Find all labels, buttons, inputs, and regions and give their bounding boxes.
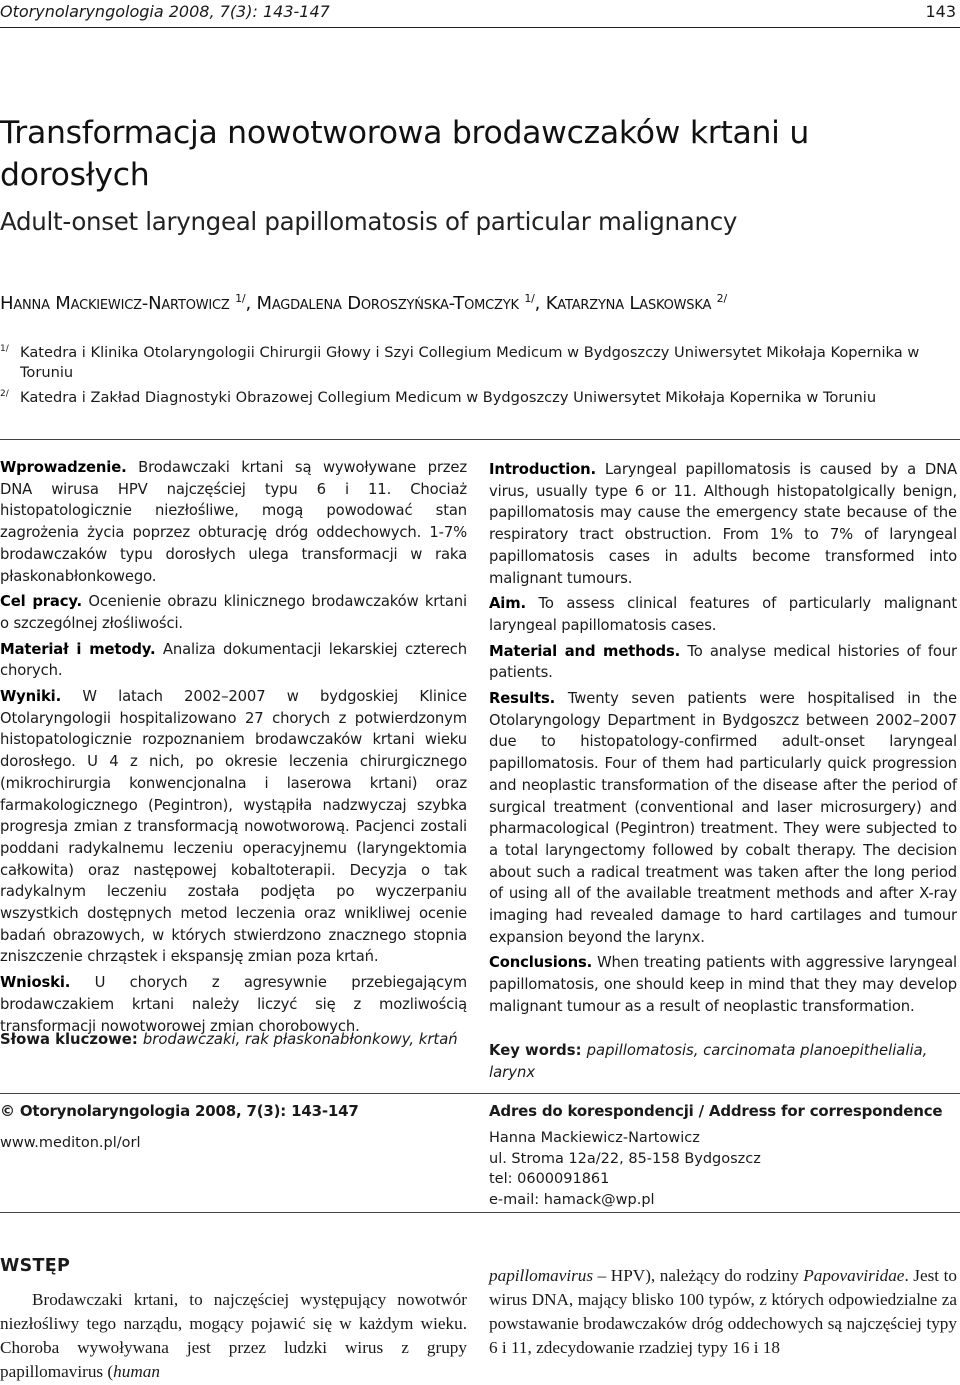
- abstract-label: Wyniki.: [0, 688, 62, 706]
- abstract-text: W latach 2002–2007 w bydgoskiej Klinice Otolaryngologii hospitalizowano 27 chorych z potwierdzonym histopatologicznie rozpoznaniem brodawczaków krtani wieku dorosłego. U 4 z nich, po okresie leczenia chirurgicznego (mikrochirurgia konwencjonalna i laserowa krtani) oraz farmakologicznego (Pegintron), wystąpiła nadzwyczaj szybka progresja zmian z transformacją nowotworową. Pacjenci zostali poddani radykalnemu leczeniu operacyjnemu (laryngektomia całkowita) oraz następowej kobaltoterapii. Decyzja o tak radykalnym leczeniu została podjęta po wyczerpaniu wszystkich dostępnych metod leczenia oraz wnikliwej ocenie badań obrazowych, w których stwierdzono znacznego stopnia zniszczenie chrząstek i ekspansję zmian poza krtań.: [0, 688, 467, 966]
- affiliation-mark: 1/: [0, 344, 9, 354]
- abstract-text: Brodawczaki krtani są wywoływane przez DNA wirusa HPV najczęściej typu 6 i 11. Chociaż histopatologicznie niezłośliwe, mogą powodować stan zagrożenia życia poprzez obturację dróg oddechowych. 1-7% brodawczaków typu dorosłych ulega transformacji w raka płaskonabłonkowego.: [0, 459, 467, 585]
- page-number: 143: [925, 2, 956, 21]
- address-line: ul. Stroma 12a/22, 85-158 Bydgoszcz: [489, 1150, 761, 1167]
- abstract-paragraph: [489, 688, 957, 948]
- abstract-text: Laryngeal papillomatosis is caused by a DNA virus, usually type 6 or 11. Although histopatolgically benign, papillomatosis may cause the emergency state because of the respiratory tract obstruction. From 1% to 7% of laryngeal papillomatosis cases in adults become transformed into malignant tumours.: [489, 461, 957, 587]
- abstract-label: Wnioski.: [0, 974, 71, 992]
- abstract-label: Results.: [489, 690, 556, 708]
- affiliation-mark: 2/: [0, 389, 9, 399]
- abstract-paragraph: [489, 952, 957, 1017]
- abstract-label: Aim.: [489, 595, 526, 613]
- author-name: Hanna Mackiewicz-Nartowicz: [0, 293, 230, 314]
- keywords-polish: Słowa kluczowe: brodawczaki, rak płaskonabłonkowy, krtań: [0, 1031, 458, 1048]
- keywords-label: Key words: [489, 1042, 576, 1059]
- abstract-paragraph: [0, 686, 467, 968]
- author-affil-mark: 1/: [524, 292, 535, 305]
- address-line: tel: 0600091861: [489, 1171, 610, 1187]
- abstract-label: Materiał i metody.: [0, 640, 156, 658]
- body-text: – HPV), należący do rodziny: [593, 1266, 804, 1285]
- body-text: . Jest to wirus DNA, mający blisko 100 typów, z których odpowiedzialne za powstawanie brodawczaków dróg oddechowych są najczęściej typy 6 i 11, zdecydowanie rzadziej typy 16 i 18: [489, 1266, 958, 1357]
- keywords-english: Key words: papillomatosis, carcinomata planoepithelialia, larynx: [489, 1042, 928, 1081]
- keywords-label: Słowa kluczowe: [0, 1031, 132, 1048]
- abstract-paragraph: [489, 459, 957, 589]
- body-italic: human: [113, 1362, 160, 1381]
- correspondence-heading: Adres do korespondencji / Address for correspondence: [489, 1102, 943, 1120]
- affiliation-text: Katedra i Zakład Diagnostyki Obrazowej Collegium Medicum w Bydgoszczy Uniwersytet Mikołaja Kopernika w Toruniu: [20, 389, 877, 406]
- abstract-label: Cel pracy.: [0, 593, 82, 611]
- body-text: Brodawczaki krtani, to najczęściej występujący nowotwór niezłośliwy tego narządu, mogący pojawić się w każdym wieku. Choroba wywoływana jest przez ludzki wirus z grupy papillomavirus (: [0, 1290, 467, 1381]
- header-rule: [0, 27, 960, 28]
- body-italic: papillomavirus: [489, 1266, 594, 1285]
- abstract-label: Material and methods.: [489, 642, 681, 660]
- title-polish: Transformacja nowotworowa brodawczaków krtani u dorosłych: [0, 115, 809, 193]
- body-text-right: [489, 1264, 957, 1360]
- author-name: Magdalena Doroszyńska-Tomczyk: [256, 293, 519, 314]
- abstract-text: To assess clinical features of particularly malignant laryngeal papillomatosis cases.: [489, 595, 957, 634]
- abstract-text: U chorych z agresywnie przebiegającym brodawczakiem krtani należy liczyć się z mozliwością transformacji nowotworowej zmian chorobowych.: [0, 974, 467, 1035]
- address-line: Hanna Mackiewicz-Nartowicz: [489, 1130, 700, 1146]
- abstract-english: [489, 459, 957, 1022]
- email-link[interactable]: e-mail: hamack@wp.pl: [489, 1191, 655, 1208]
- abstract-paragraph: [0, 972, 467, 1037]
- abstract-label: Conclusions.: [489, 954, 593, 972]
- authors: Hanna Mackiewicz-Nartowicz $^{1/}$, Magdalena Doroszyńska-Tomczyk $^{1/}$, Katarzyna Laskowska $^{2/}$: [0, 292, 727, 314]
- affiliation: [0, 388, 960, 408]
- body-italic: Papovaviridae: [803, 1266, 905, 1285]
- abstract-text: Ocenienie obrazu klinicznego brodawczaków krtani o szczególnej złośliwości.: [0, 593, 467, 632]
- website-link[interactable]: www.mediton.pl/orl: [0, 1135, 141, 1151]
- body-text-left: [0, 1288, 467, 1384]
- abstract-text: When treating patients with aggressive laryngeal papillomatosis, one should keep in mind that they may develop malignant tumour as a result of neoplastic transformation.: [489, 954, 957, 1015]
- author-name: Katarzyna Laskowska: [545, 293, 712, 314]
- abstract-label: Wprowadzenie.: [0, 459, 127, 476]
- abstract-paragraph: [0, 457, 467, 587]
- body-rule: [0, 1212, 960, 1213]
- author-affil-mark: 1/: [235, 292, 246, 305]
- keywords-text: brodawczaki, rak płaskonabłonkowy, krtań: [142, 1031, 458, 1048]
- copyright-line: © Otorynolaryngologia 2008, 7(3): 143-147: [0, 1102, 359, 1120]
- correspondence-address: [489, 1128, 761, 1210]
- abstract-text: Twenty seven patients were hospitalised in the Otolaryngology Department in Bydgoszcz between 2002–2007 due to histopatology-confirmed adult-onset laryngeal papillomatosis. Four of them had particularly quick progression and neoplastic transformation of the disease after the period of surgical treatment (conventional and laser microsurgery) and pharmacological (Pegintron) treatment. They were subjected to a total laryngectomy followed by cobalt therapy. The decision about such a radical treatment was taken after the long period of using all of the available treatment methods and after X-ray imaging had revealed damage to hard cartilages and tumour expansion beyond the larynx.: [489, 690, 957, 946]
- keywords-text: papillomatosis, carcinomata planoepithelialia, larynx: [489, 1042, 928, 1081]
- title-english: Adult-onset laryngeal papillomatosis of particular malignancy: [0, 207, 738, 236]
- abstract-paragraph: [0, 639, 467, 682]
- affiliation-text: Katedra i Klinika Otolaryngologii Chirurgii Głowy i Szyi Collegium Medicum w Bydgoszczy Uniwersytet Mikołaja Kopernika w Toruniu: [20, 344, 920, 381]
- abstract-text: Analiza dokumentacji lekarskiej czterech chorych.: [0, 640, 467, 680]
- abstract-paragraph: [489, 593, 957, 636]
- author-affil-mark: 2/: [716, 292, 727, 305]
- abstract-rule: [0, 439, 960, 440]
- abstract-polish: [0, 457, 467, 1041]
- abstract-label: Introduction.: [489, 461, 596, 478]
- section-heading: WSTĘP: [0, 1256, 71, 1276]
- abstract-paragraph: [489, 641, 957, 684]
- affiliation: [0, 343, 960, 383]
- footer-rule: [0, 1093, 960, 1094]
- abstract-paragraph: [0, 591, 467, 634]
- abstract-text: To analyse medical histories of four patients.: [489, 642, 957, 682]
- running-title: Otorynolaryngologia 2008, 7(3): 143-147: [0, 2, 330, 21]
